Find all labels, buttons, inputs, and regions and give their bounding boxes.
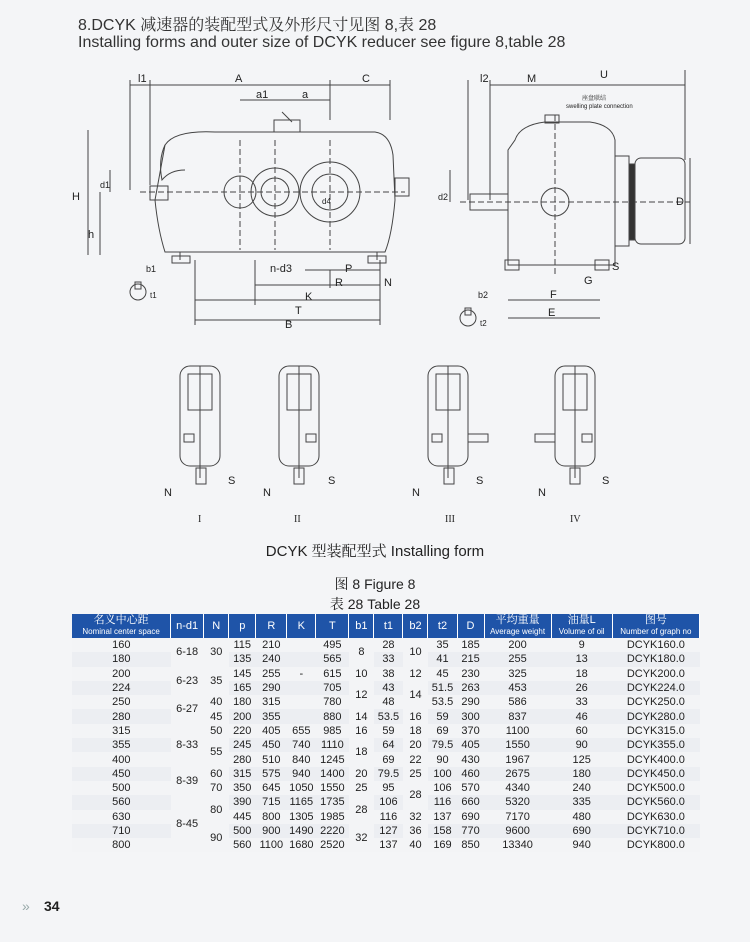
table-header-row bbox=[72, 614, 700, 638]
cell-R: 510 bbox=[256, 752, 287, 766]
cell-weight: 13340 bbox=[484, 838, 551, 852]
cell-b2: 32 bbox=[403, 810, 428, 824]
cell-b1: 18 bbox=[349, 738, 374, 767]
cell-R: 355 bbox=[256, 709, 287, 723]
cell-t2: 106 bbox=[428, 781, 457, 795]
col-K: K bbox=[287, 614, 316, 638]
cell-graph: DCYK450.0 bbox=[612, 767, 699, 781]
cell-T: 2520 bbox=[316, 838, 349, 852]
cell-t2: 100 bbox=[428, 767, 457, 781]
cell-t2: 158 bbox=[428, 824, 457, 838]
table-row bbox=[72, 795, 700, 809]
cell-weight: 1967 bbox=[484, 752, 551, 766]
label-C: C bbox=[362, 73, 370, 85]
label-d1: d1 bbox=[100, 180, 111, 190]
cell-graph: DCYK250.0 bbox=[612, 695, 699, 709]
cell-T: 1110 bbox=[316, 738, 349, 752]
cell-graph: DCYK180.0 bbox=[612, 652, 699, 666]
cell-graph: DCYK400.0 bbox=[612, 752, 699, 766]
cell-D: 300 bbox=[457, 709, 484, 723]
cell-K bbox=[287, 695, 316, 709]
cell-K: 740 bbox=[287, 738, 316, 752]
cell-b1: 25 bbox=[349, 781, 374, 795]
cell-R: 290 bbox=[256, 681, 287, 695]
col-R: R bbox=[256, 614, 287, 638]
label-E: E bbox=[548, 307, 556, 319]
cell-center: 315 bbox=[72, 724, 171, 738]
cell-b2: 20 bbox=[403, 738, 428, 752]
cell-p: 280 bbox=[229, 752, 256, 766]
cell-b2: 10 bbox=[403, 638, 428, 667]
label-plate-cn: 座盘联结 bbox=[582, 96, 607, 102]
cell-K: 1680 bbox=[287, 838, 316, 852]
cell-N: 60 bbox=[204, 767, 229, 781]
cell-t1: 48 bbox=[374, 695, 403, 709]
col-nd1: n-d1 bbox=[171, 614, 204, 638]
cell-oil: 13 bbox=[551, 652, 612, 666]
col-b2: b2 bbox=[403, 614, 428, 638]
cell-graph: DCYK710.0 bbox=[612, 824, 699, 838]
cell-t1: 59 bbox=[374, 724, 403, 738]
cell-p: 560 bbox=[229, 838, 256, 852]
cell-p: 220 bbox=[229, 724, 256, 738]
label-d2: d2 bbox=[438, 192, 449, 202]
cell-t2: 35 bbox=[428, 638, 457, 652]
cell-b1: 10 bbox=[349, 667, 374, 681]
label-t1: t1 bbox=[150, 291, 157, 300]
form-label-IV: IV bbox=[570, 514, 581, 525]
cell-p: 445 bbox=[229, 810, 256, 824]
cell-nd1: 8-45 bbox=[171, 795, 204, 852]
cell-p: 115 bbox=[229, 638, 256, 652]
label-M: M bbox=[527, 73, 537, 85]
cell-N: 30 bbox=[204, 638, 229, 667]
col-center: 名义中心距 Nominal center space bbox=[72, 614, 171, 638]
cell-t1: 28 bbox=[374, 638, 403, 652]
cell-T: 780 bbox=[316, 695, 349, 709]
table-row bbox=[72, 652, 700, 666]
cell-b1: 28 bbox=[349, 795, 374, 824]
cell-K: 940 bbox=[287, 767, 316, 781]
cell-b2: 28 bbox=[403, 781, 428, 810]
cell-p: 350 bbox=[229, 781, 256, 795]
cell-N: 45 bbox=[204, 709, 229, 723]
cell-T: 565 bbox=[316, 652, 349, 666]
cell-T: 705 bbox=[316, 681, 349, 695]
cell-weight: 255 bbox=[484, 652, 551, 666]
cell-p: 180 bbox=[229, 695, 256, 709]
cell-nd1: 6-18 bbox=[171, 638, 204, 667]
col-graph: 图号 Number of graph no bbox=[612, 614, 699, 638]
cell-R: 405 bbox=[256, 724, 287, 738]
cell-R: 315 bbox=[256, 695, 287, 709]
cell-weight: 2675 bbox=[484, 767, 551, 781]
cell-center: 200 bbox=[72, 667, 171, 681]
label-plate-en: swelling plate connection bbox=[566, 104, 633, 110]
cell-nd1: 6-23 bbox=[171, 667, 204, 696]
col-t1: t1 bbox=[374, 614, 403, 638]
cell-graph: DCYK200.0 bbox=[612, 667, 699, 681]
cell-oil: 125 bbox=[551, 752, 612, 766]
table-row bbox=[72, 824, 700, 838]
cell-D: 430 bbox=[457, 752, 484, 766]
cell-oil: 480 bbox=[551, 810, 612, 824]
label-a1: a1 bbox=[256, 89, 269, 101]
form-IV-S: S bbox=[602, 475, 610, 487]
cell-oil: 33 bbox=[551, 695, 612, 709]
reducer-drawing bbox=[0, 60, 750, 530]
label-T: T bbox=[295, 305, 302, 317]
cell-b1: 12 bbox=[349, 681, 374, 710]
cell-center: 355 bbox=[72, 738, 171, 752]
cell-R: 645 bbox=[256, 781, 287, 795]
table-caption: 表 28 Table 28 bbox=[329, 596, 421, 612]
cell-T: 1550 bbox=[316, 781, 349, 795]
cell-oil: 18 bbox=[551, 667, 612, 681]
cell-T: 880 bbox=[316, 709, 349, 723]
cell-oil: 690 bbox=[551, 824, 612, 838]
cell-b2: 36 bbox=[403, 824, 428, 838]
front-view bbox=[88, 80, 409, 325]
cell-T: 985 bbox=[316, 724, 349, 738]
cell-N: 40 bbox=[204, 695, 229, 709]
cell-t2: 59 bbox=[428, 709, 457, 723]
label-G: G bbox=[584, 275, 593, 287]
cell-t2: 53.5 bbox=[428, 695, 457, 709]
label-D: D bbox=[676, 196, 684, 208]
cell-D: 770 bbox=[457, 824, 484, 838]
cell-K: - bbox=[287, 667, 316, 681]
cell-R: 575 bbox=[256, 767, 287, 781]
cell-K: 655 bbox=[287, 724, 316, 738]
cell-oil: 335 bbox=[551, 795, 612, 809]
cell-oil: 60 bbox=[551, 724, 612, 738]
cell-graph: DCYK560.0 bbox=[612, 795, 699, 809]
cell-graph: DCYK800.0 bbox=[612, 838, 699, 852]
cell-p: 145 bbox=[229, 667, 256, 681]
cell-center: 224 bbox=[72, 681, 171, 695]
cell-N: 90 bbox=[204, 824, 229, 853]
cell-weight: 325 bbox=[484, 667, 551, 681]
cell-t1: 127 bbox=[374, 824, 403, 838]
cell-center: 180 bbox=[72, 652, 171, 666]
cell-t1: 106 bbox=[374, 795, 403, 809]
cell-center: 160 bbox=[72, 638, 171, 652]
cell-t2: 41 bbox=[428, 652, 457, 666]
label-R: R bbox=[335, 277, 343, 289]
label-b1: b1 bbox=[146, 264, 157, 274]
form-I-N: N bbox=[164, 487, 172, 499]
col-t2: t2 bbox=[428, 614, 457, 638]
cell-p: 135 bbox=[229, 652, 256, 666]
cell-t2: 51.5 bbox=[428, 681, 457, 695]
cell-b1: 32 bbox=[349, 824, 374, 853]
cell-T: 495 bbox=[316, 638, 349, 652]
cell-b1: 14 bbox=[349, 709, 374, 723]
cell-t2: 169 bbox=[428, 838, 457, 852]
cell-D: 230 bbox=[457, 667, 484, 681]
label-U: U bbox=[600, 69, 608, 81]
form-I-S: S bbox=[228, 475, 236, 487]
cell-N: 80 bbox=[204, 795, 229, 824]
label-a: a bbox=[302, 89, 309, 101]
cell-weight: 453 bbox=[484, 681, 551, 695]
cell-D: 215 bbox=[457, 652, 484, 666]
cell-D: 405 bbox=[457, 738, 484, 752]
cell-N: 70 bbox=[204, 781, 229, 795]
dimension-table bbox=[72, 614, 700, 852]
cell-t1: 43 bbox=[374, 681, 403, 695]
cell-center: 800 bbox=[72, 838, 171, 852]
label-d4: d4 bbox=[322, 197, 331, 206]
col-N: N bbox=[204, 614, 229, 638]
label-B: B bbox=[285, 319, 293, 331]
cell-D: 690 bbox=[457, 810, 484, 824]
cell-N: 35 bbox=[204, 667, 229, 696]
form-label-II: II bbox=[294, 514, 301, 525]
cell-b1: 16 bbox=[349, 724, 374, 738]
table-row bbox=[72, 838, 700, 852]
form-IV-N: N bbox=[538, 487, 546, 499]
cell-b2: 25 bbox=[403, 767, 428, 781]
cell-t1: 116 bbox=[374, 810, 403, 824]
cell-p: 390 bbox=[229, 795, 256, 809]
form-III-S: S bbox=[476, 475, 484, 487]
label-K: K bbox=[305, 291, 313, 303]
cell-R: 800 bbox=[256, 810, 287, 824]
page-title-cn: 8.DCYK 减速器的装配型式及外形尺寸见图 8,表 28 bbox=[78, 17, 437, 34]
form-label-I: I bbox=[198, 514, 202, 525]
table-row bbox=[72, 667, 700, 681]
cell-T: 1245 bbox=[316, 752, 349, 766]
cell-t2: 45 bbox=[428, 667, 457, 681]
cell-R: 210 bbox=[256, 638, 287, 652]
cell-nd1: 8-33 bbox=[171, 724, 204, 767]
cell-b1: 20 bbox=[349, 767, 374, 781]
cell-b2: 40 bbox=[403, 838, 428, 852]
col-b1: b1 bbox=[349, 614, 374, 638]
table-row bbox=[72, 752, 700, 766]
figure-caption: 图 8 Figure 8 bbox=[334, 576, 416, 592]
cell-t1: 95 bbox=[374, 781, 403, 795]
cell-oil: 940 bbox=[551, 838, 612, 852]
cell-t2: 79.5 bbox=[428, 738, 457, 752]
cell-K: 1165 bbox=[287, 795, 316, 809]
cell-b2: 22 bbox=[403, 752, 428, 766]
cell-graph: DCYK160.0 bbox=[612, 638, 699, 652]
label-H: H bbox=[72, 191, 80, 203]
label-N: N bbox=[384, 277, 392, 289]
cell-R: 715 bbox=[256, 795, 287, 809]
col-D: D bbox=[457, 614, 484, 638]
cell-weight: 1550 bbox=[484, 738, 551, 752]
cell-N: 55 bbox=[204, 738, 229, 767]
cell-center: 500 bbox=[72, 781, 171, 795]
page-number: 34 bbox=[44, 898, 60, 914]
table-row bbox=[72, 738, 700, 752]
cell-p: 315 bbox=[229, 767, 256, 781]
col-p: p bbox=[229, 614, 256, 638]
cell-weight: 1100 bbox=[484, 724, 551, 738]
cell-R: 240 bbox=[256, 652, 287, 666]
cell-R: 1100 bbox=[256, 838, 287, 852]
cell-t1: 69 bbox=[374, 752, 403, 766]
label-P: P bbox=[345, 263, 353, 275]
cell-b2: 12 bbox=[403, 667, 428, 681]
cell-D: 290 bbox=[457, 695, 484, 709]
cell-oil: 26 bbox=[551, 681, 612, 695]
cell-b2: 14 bbox=[403, 681, 428, 710]
cell-t1: 38 bbox=[374, 667, 403, 681]
label-h: h bbox=[88, 229, 95, 241]
cell-center: 450 bbox=[72, 767, 171, 781]
cell-weight: 837 bbox=[484, 709, 551, 723]
cell-nd1: 8-39 bbox=[171, 767, 204, 796]
cell-t1: 53.5 bbox=[374, 709, 403, 723]
cell-K: 1050 bbox=[287, 781, 316, 795]
label-b2: b2 bbox=[478, 290, 489, 300]
cell-D: 460 bbox=[457, 767, 484, 781]
cell-T: 1735 bbox=[316, 795, 349, 809]
cell-D: 263 bbox=[457, 681, 484, 695]
cell-b1: 8 bbox=[349, 638, 374, 667]
cell-t1: 79.5 bbox=[374, 767, 403, 781]
cell-K bbox=[287, 681, 316, 695]
cell-t2: 90 bbox=[428, 752, 457, 766]
col-weight: 平均重量 Average weight bbox=[484, 614, 551, 638]
cell-weight: 586 bbox=[484, 695, 551, 709]
cell-t1: 137 bbox=[374, 838, 403, 852]
table-row bbox=[72, 638, 700, 652]
cell-t2: 137 bbox=[428, 810, 457, 824]
cell-b2: 16 bbox=[403, 709, 428, 723]
label-nd3: n-d3 bbox=[270, 263, 293, 275]
cell-t2: 69 bbox=[428, 724, 457, 738]
form-III-N: N bbox=[412, 487, 420, 499]
cell-center: 250 bbox=[72, 695, 171, 709]
label-A: A bbox=[235, 73, 243, 85]
cell-center: 710 bbox=[72, 824, 171, 838]
cell-K bbox=[287, 652, 316, 666]
chevron-icon: » bbox=[22, 898, 30, 914]
cell-p: 165 bbox=[229, 681, 256, 695]
cell-K: 840 bbox=[287, 752, 316, 766]
cell-D: 185 bbox=[457, 638, 484, 652]
cell-weight: 7170 bbox=[484, 810, 551, 824]
cell-graph: DCYK355.0 bbox=[612, 738, 699, 752]
cell-center: 280 bbox=[72, 709, 171, 723]
cell-graph: DCYK280.0 bbox=[612, 709, 699, 723]
cell-nd1: 6-27 bbox=[171, 695, 204, 724]
form-II-N: N bbox=[263, 487, 271, 499]
cell-D: 570 bbox=[457, 781, 484, 795]
cell-D: 660 bbox=[457, 795, 484, 809]
cell-b2: 18 bbox=[403, 724, 428, 738]
cell-oil: 180 bbox=[551, 767, 612, 781]
cell-K: 1490 bbox=[287, 824, 316, 838]
cell-graph: DCYK630.0 bbox=[612, 810, 699, 824]
cell-D: 850 bbox=[457, 838, 484, 852]
table-row bbox=[72, 695, 700, 709]
cell-T: 1400 bbox=[316, 767, 349, 781]
cell-T: 1985 bbox=[316, 810, 349, 824]
cell-weight: 9600 bbox=[484, 824, 551, 838]
form-label-III: III bbox=[445, 514, 455, 525]
cell-R: 900 bbox=[256, 824, 287, 838]
cell-center: 560 bbox=[72, 795, 171, 809]
cell-p: 500 bbox=[229, 824, 256, 838]
cell-oil: 46 bbox=[551, 709, 612, 723]
installing-forms bbox=[180, 366, 595, 484]
cell-weight: 5320 bbox=[484, 795, 551, 809]
table-row bbox=[72, 810, 700, 824]
cell-T: 2220 bbox=[316, 824, 349, 838]
form-II-S: S bbox=[328, 475, 336, 487]
cell-T: 615 bbox=[316, 667, 349, 681]
cell-N: 50 bbox=[204, 724, 229, 738]
cell-t1: 64 bbox=[374, 738, 403, 752]
cell-t2: 116 bbox=[428, 795, 457, 809]
table-row bbox=[72, 781, 700, 795]
cell-oil: 90 bbox=[551, 738, 612, 752]
cell-K bbox=[287, 638, 316, 652]
cell-p: 200 bbox=[229, 709, 256, 723]
cell-weight: 200 bbox=[484, 638, 551, 652]
page-title-en: Installing forms and outer size of DCYK reducer see figure 8,table 28 bbox=[78, 34, 566, 51]
table-row bbox=[72, 681, 700, 695]
cell-p: 245 bbox=[229, 738, 256, 752]
cell-K: 1305 bbox=[287, 810, 316, 824]
cell-weight: 4340 bbox=[484, 781, 551, 795]
cell-oil: 9 bbox=[551, 638, 612, 652]
cell-K bbox=[287, 709, 316, 723]
label-l2: l2 bbox=[480, 73, 489, 85]
table-row bbox=[72, 724, 700, 738]
cell-center: 630 bbox=[72, 810, 171, 824]
table-row bbox=[72, 709, 700, 723]
label-S: S bbox=[612, 261, 620, 273]
col-T: T bbox=[316, 614, 349, 638]
cell-graph: DCYK500.0 bbox=[612, 781, 699, 795]
cell-center: 400 bbox=[72, 752, 171, 766]
cell-t1: 33 bbox=[374, 652, 403, 666]
table-row bbox=[72, 767, 700, 781]
col-oil: 油量L Volume of oil bbox=[551, 614, 612, 638]
label-t2: t2 bbox=[480, 319, 487, 328]
cell-R: 255 bbox=[256, 667, 287, 681]
cell-R: 450 bbox=[256, 738, 287, 752]
cell-graph: DCYK224.0 bbox=[612, 681, 699, 695]
cell-graph: DCYK315.0 bbox=[612, 724, 699, 738]
cell-D: 370 bbox=[457, 724, 484, 738]
label-l1: l1 bbox=[138, 73, 147, 85]
label-F: F bbox=[550, 289, 557, 301]
cell-oil: 240 bbox=[551, 781, 612, 795]
installing-form-caption: DCYK 型装配型式 Installing form bbox=[265, 543, 485, 560]
